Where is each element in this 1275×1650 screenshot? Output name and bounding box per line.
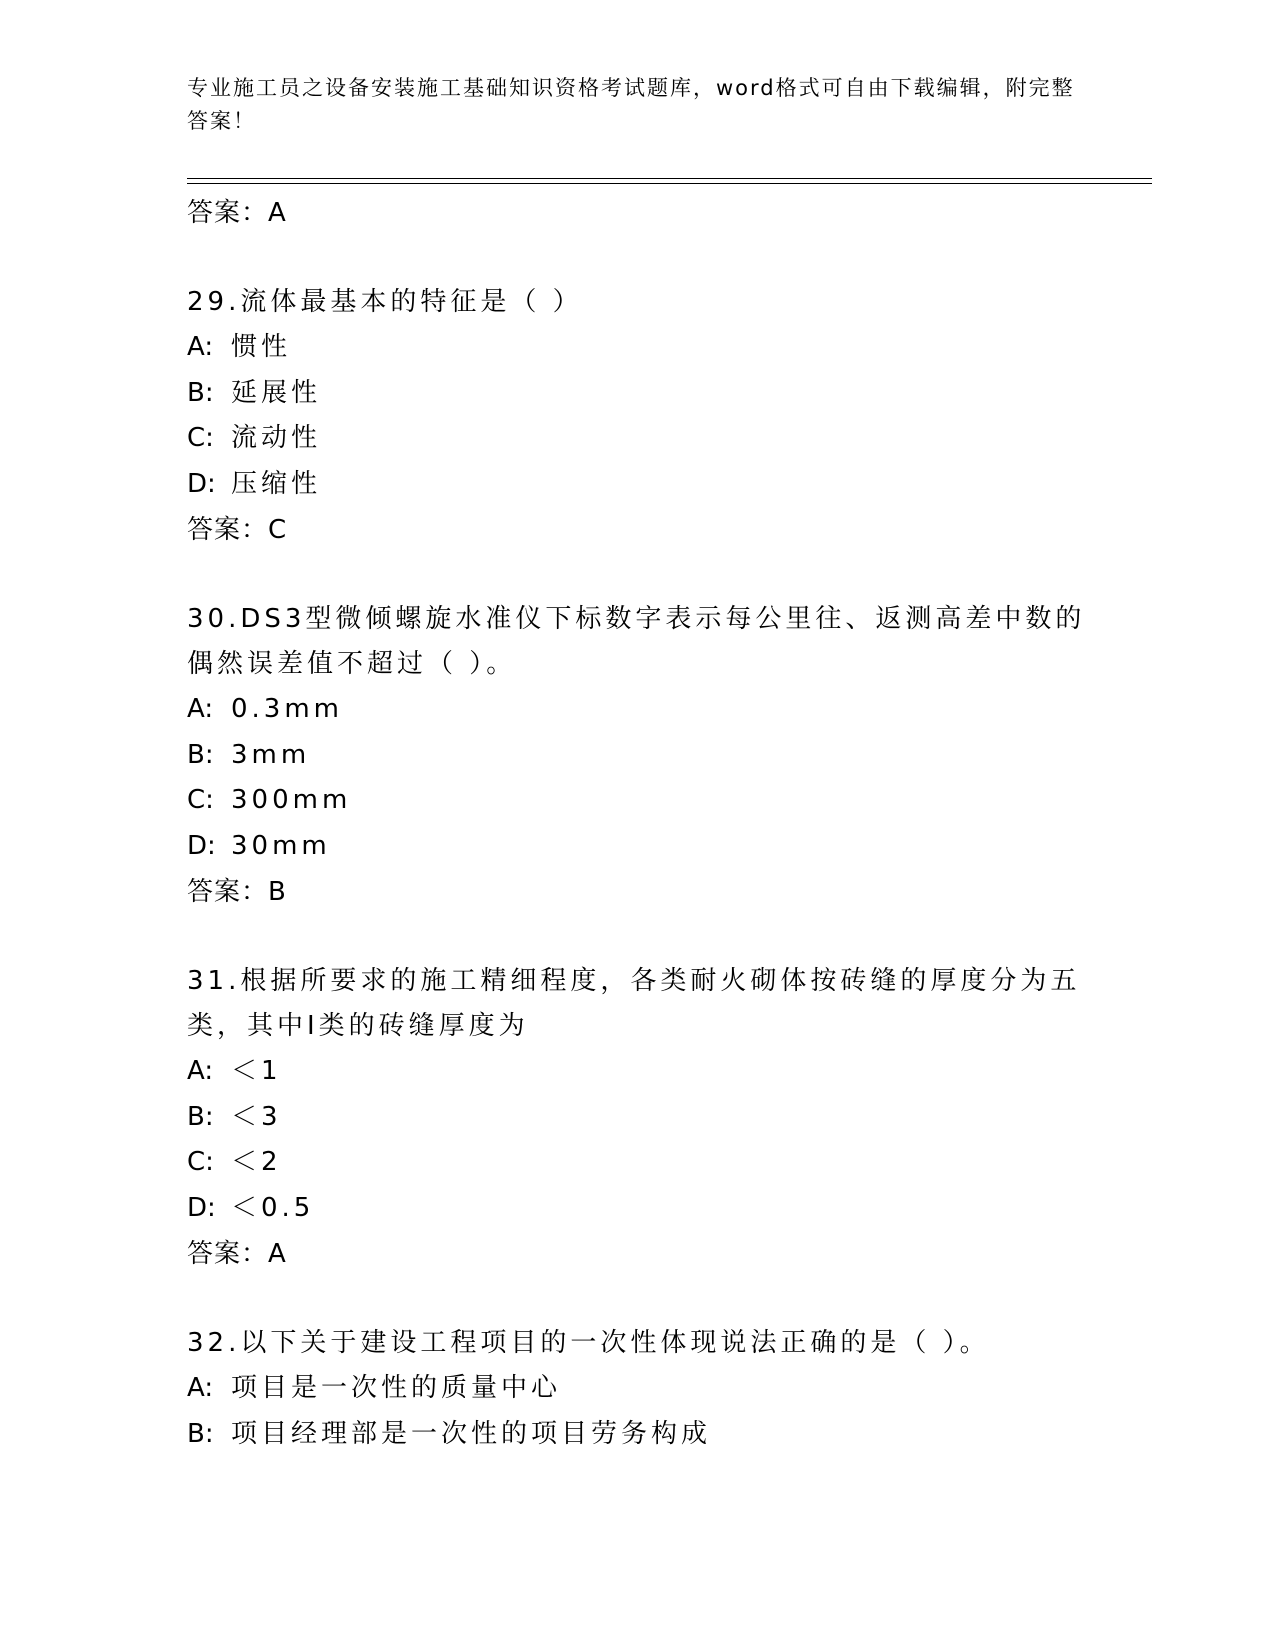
question-text: 30.DS3型微倾螺旋水准仪下标数字表示每公里往、返测高差中数的偶然误差值不超过（ ）。: [187, 604, 1086, 679]
option-key: B:: [187, 1418, 214, 1449]
option-text: 项目经理部是一次性的项目劳务构成: [231, 1418, 712, 1449]
question-32: [187, 1321, 1107, 1457]
option-text: 300mm: [231, 785, 352, 815]
option-text: 延展性: [231, 377, 322, 408]
option-text: ＜3: [231, 1101, 282, 1132]
option-key: C:: [187, 1147, 214, 1177]
option-a: [187, 1049, 1107, 1095]
option-key: A:: [187, 1056, 214, 1086]
page-header: 专业施工员之设备安装施工基础知识资格考试题库，word格式可自由下载编辑，附完整答案！: [187, 76, 1075, 133]
option-b: [187, 371, 1107, 417]
option-text: 项目是一次性的质量中心: [231, 1373, 562, 1403]
option-a: [187, 325, 1107, 371]
option-c: [187, 416, 1107, 462]
question-31: [187, 959, 1107, 1277]
option-d: [187, 462, 1107, 508]
option-text: 0.3mm: [231, 694, 344, 724]
option-text: ＜1: [231, 1056, 282, 1086]
option-a: [187, 687, 1107, 733]
question-text: 32.以下关于建设工程项目的一次性体现说法正确的是（ ）。: [187, 1328, 990, 1358]
option-key: B:: [187, 377, 214, 408]
option-key: D:: [187, 1192, 216, 1223]
option-key: C:: [187, 423, 214, 453]
option-key: D:: [187, 830, 216, 861]
option-text: 30mm: [231, 830, 331, 861]
option-key: B:: [187, 739, 214, 770]
option-text: 惯性: [231, 332, 292, 362]
answer: 答案：B: [187, 877, 287, 907]
answer: 答案：A: [187, 1239, 287, 1269]
option-text: ＜2: [231, 1147, 282, 1177]
option-key: A:: [187, 332, 214, 362]
option-b: [187, 1095, 1107, 1141]
option-text: 流动性: [231, 423, 322, 453]
question-text: 29.流体最基本的特征是（ ）: [187, 287, 583, 317]
option-key: B:: [187, 1101, 214, 1132]
option-key: A:: [187, 694, 214, 724]
previous-answer: 答案：A: [187, 198, 287, 228]
header-divider: [187, 178, 1152, 179]
question-list: [187, 190, 1107, 1457]
option-key: D:: [187, 468, 216, 499]
option-key: C:: [187, 785, 214, 815]
option-c: [187, 778, 1107, 824]
option-text: 压缩性: [231, 468, 322, 499]
option-b: [187, 733, 1107, 779]
option-a: [187, 1366, 1107, 1412]
option-b: [187, 1412, 1107, 1458]
header-divider-double: [187, 183, 1152, 184]
option-key: A:: [187, 1373, 214, 1403]
option-d: [187, 824, 1107, 870]
question-text: 31.根据所要求的施工精细程度，各类耐火砌体按砖缝的厚度分为五类，其中I类的砖缝厚度为: [187, 966, 1081, 1041]
option-text: ＜0.5: [231, 1192, 315, 1223]
question-29: [187, 280, 1107, 553]
option-c: [187, 1140, 1107, 1186]
option-text: 3mm: [231, 739, 311, 770]
option-d: [187, 1186, 1107, 1232]
question-30: [187, 597, 1107, 915]
answer: 答案：C: [187, 515, 288, 545]
